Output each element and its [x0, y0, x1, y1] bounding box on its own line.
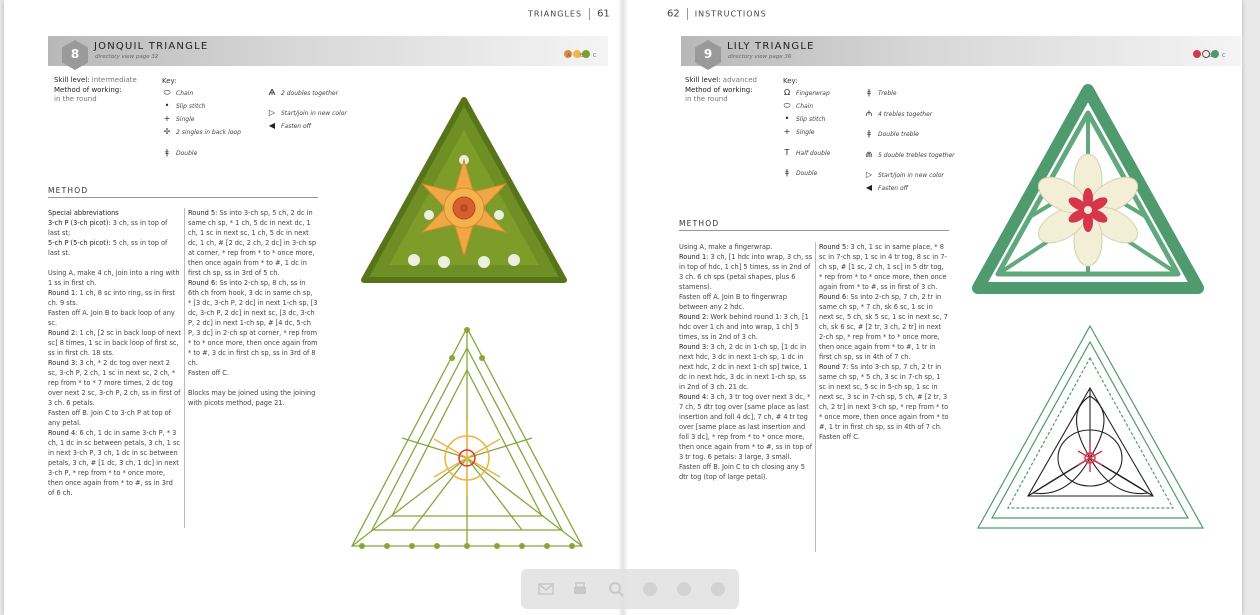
- viewer-toolbar: [521, 569, 739, 609]
- key-item: [863, 170, 944, 179]
- start-join-icon: ▷: [865, 170, 873, 179]
- key-item-label: Fasten off: [281, 123, 312, 130]
- fasten-off-icon: ◀: [865, 183, 873, 192]
- key-item: [781, 148, 830, 157]
- left-running-head: [528, 8, 610, 20]
- instructions-column-2: [188, 208, 318, 408]
- instruction-paragraph: [48, 208, 181, 218]
- key-item: [863, 88, 897, 97]
- instruction-paragraph: [48, 408, 181, 428]
- pattern-title: LILY TRIANGLE: [727, 41, 815, 52]
- instruction-text: Fasten off A. Join B to back loop of any sc.: [48, 309, 175, 327]
- instruction-text: 3 ch, ss in top of last st;: [48, 219, 168, 237]
- key-item-label: 2 singles in back loop: [176, 129, 241, 136]
- right-page: [623, 0, 1242, 615]
- method-label: Method of working:: [54, 86, 122, 94]
- key-item-label: Half double: [796, 150, 831, 157]
- key-item-label: 5 double trebles together: [878, 152, 955, 159]
- instruction-paragraph: [188, 208, 318, 278]
- instruction-paragraph: [679, 312, 813, 342]
- pattern-number-badge: [695, 40, 721, 70]
- slip-stitch-icon: •: [784, 114, 790, 123]
- lily-photo: [968, 78, 1208, 308]
- key-item-label: Chain: [176, 90, 194, 97]
- key-item-label: Single: [796, 129, 815, 136]
- instruction-text: Using A, make a fingerwrap.: [679, 243, 773, 251]
- mail-icon[interactable]: [537, 580, 555, 598]
- key-item: [161, 114, 194, 123]
- instruction-text: 3 ch, * 2 dc tog over next 2 sc, 3-ch P, 2 ch, 1 sc in next sc, 2 ch, * rep from * to * 7 more times, 2 dc tog over next 2 sc, 3-ch P, 2 ch, ss in first of 3 ch. 6 petals.: [48, 359, 181, 407]
- instruction-text: Using A, make 4 ch, join into a ring with 1 ss in first ch.: [48, 269, 180, 287]
- two-singles-back-loop-icon: ✢: [163, 127, 171, 136]
- method-rule: [679, 230, 949, 231]
- instruction-text: Work behind round 1: 3 ch, [1 hdc over 1 ch and into wrap, 1 ch] 5 times, ss in 2nd of 3 ch.: [679, 313, 809, 341]
- instruction-text: 5 ch, ss in top of last st.: [48, 239, 168, 257]
- print-icon[interactable]: [571, 580, 589, 598]
- instructions-column-1: [48, 208, 181, 498]
- instruction-paragraph: [48, 308, 181, 328]
- key-item: [161, 88, 193, 98]
- key-item: [781, 88, 830, 97]
- key-item: [781, 114, 825, 123]
- method-rule: [48, 197, 318, 198]
- pattern-title: JONQUIL TRIANGLE: [94, 41, 209, 52]
- instruction-paragraph: [188, 278, 318, 368]
- zoom-out-icon[interactable]: [675, 580, 693, 598]
- instruction-text: 3 ch, [1 hdc into wrap, 3 ch, ss in top of hdc, 1 ch] 5 times, ss in 2nd of 3 ch. 6 ch sps (petal shapes, plus 6 stamens).: [679, 253, 813, 291]
- instruction-paragraph: [819, 432, 949, 442]
- instruction-paragraph: [819, 292, 949, 362]
- key-label: Key:: [162, 77, 177, 85]
- instruction-text: Ss into 3-ch sp, 5 ch, 2 dc in same ch sp, * 1 ch, 5 dc in next dc, 1 ch, 1 sc in next sc, 1 ch, 5 dc in next dc, 1 ch, # [2 dc, 2 ch, 2 dc] in 3-ch sp at corner, * rep from * to * once more, then once again from * to #, 1 dc in first ch sp, ss in 3rd of 5 ch.: [188, 209, 317, 277]
- instruction-paragraph: [188, 368, 318, 378]
- color-swatch-labels: A B C: [1196, 53, 1230, 59]
- method-value: in the round: [685, 95, 728, 103]
- method-heading: METHOD: [48, 186, 89, 195]
- key-item-label: Start/join in new color: [878, 172, 944, 179]
- key-item-label: Double: [176, 150, 198, 157]
- jonquil-photo: [354, 90, 574, 300]
- instruction-heading: Round 6:: [819, 293, 849, 301]
- double-treble-icon: ǂ: [867, 129, 871, 138]
- column-divider: [184, 208, 185, 528]
- instruction-text: Fasten off C.: [188, 369, 229, 377]
- instruction-text: 1 ch, 8 sc into ring, ss in first ch. 9 sts.: [48, 289, 176, 307]
- jonquil-chart: [342, 318, 592, 558]
- method-value: in the round: [54, 95, 97, 103]
- method-of-working: [685, 86, 753, 104]
- instruction-text: 3 ch, 3 tr tog over next 3 dc, * 7 ch, 5 dtr tog over [same place as last insertion and foll 4 dc], 7 ch, # 4 tr tog over [same place as last insertion and foll 3 dc], * rep from * to * once more, then once again from * to #, ss in top of 3 tr tog. 6 petals: 3 large, 3 small.: [679, 393, 813, 461]
- key-item: [863, 150, 955, 159]
- color-swatch-labels: A B C: [567, 53, 601, 59]
- pattern-number: 8: [70, 47, 80, 61]
- lily-chart: [968, 318, 1213, 540]
- instruction-paragraph: [679, 462, 813, 482]
- fullscreen-icon[interactable]: [709, 580, 727, 598]
- key-item-label: Chain: [796, 103, 814, 110]
- key-item: [863, 108, 932, 119]
- key-item: [863, 129, 919, 138]
- instruction-heading: Round 1:: [679, 253, 709, 261]
- instruction-text: 3 ch, 1 sc in same place, * 8 sc in 7-ch sp, 1 sc in 4 tr tog, 8 sc in 7-ch sp, # [1 sc, 2 ch, 1 sc] in 5 dtr tog, * rep from * to * once more, then once again from * to #, ss in first of 3 ch.: [819, 243, 947, 291]
- instruction-text: 3 ch, 2 dc in 1-ch sp, [1 dc in next hdc, 3 dc in next 1-ch sp, 1 dc in next hdc, 2 dc in next 1-ch sp] twice, 1 dc in next hdc, 3 dc in next 1-ch sp, ss in 2nd of 3 ch. 21 dc.: [679, 343, 808, 391]
- skill-label: Skill level:: [54, 76, 90, 84]
- column-divider: [815, 242, 816, 552]
- pattern-number: 9: [703, 47, 713, 61]
- instruction-paragraph: [679, 392, 813, 462]
- instruction-text: Fasten off A. Join B to fingerwrap between any 2 hdc.: [679, 293, 787, 311]
- key-item-label: Start/join in new color: [281, 110, 347, 117]
- chain-icon: ⬭: [163, 88, 171, 97]
- key-item: [266, 108, 347, 117]
- key-item: [266, 88, 338, 97]
- instruction-paragraph: [48, 238, 181, 258]
- skill-label: Skill level:: [685, 76, 721, 84]
- instruction-paragraph: [48, 428, 181, 498]
- instruction-heading: Special abbreviations: [48, 209, 119, 217]
- page-number: 61: [597, 8, 610, 20]
- skill-level: [54, 76, 137, 85]
- running-head-title: TRIANGLES: [528, 9, 583, 19]
- instruction-text: 6 ch, 1 dc in same 3-ch P, * 3 ch, 1 dc in sc between petals, 3 ch, 1 sc in next 3-ch P, 3 ch, 1 dc in sc between petals, 3 ch, # [1 dc, 3 ch, 1 dc] in next 3-ch P, * rep from * to * once more, then once again from * to #, ss in 3rd of 6 ch.: [48, 429, 181, 497]
- key-item-label: Single: [176, 116, 195, 123]
- key-item: [781, 168, 817, 177]
- page-number: 62: [667, 8, 680, 20]
- method-label: Method of working:: [685, 86, 753, 94]
- instruction-heading: Round 4:: [679, 393, 709, 401]
- instruction-paragraph: [679, 252, 813, 292]
- instruction-heading: Round 3:: [48, 359, 78, 367]
- instruction-paragraph: [48, 288, 181, 308]
- zoom-in-icon[interactable]: [641, 580, 659, 598]
- book-gutter: [618, 0, 628, 615]
- key-item-label: Fingerwrap: [796, 90, 830, 97]
- key-item: [161, 127, 241, 136]
- instruction-paragraph: [48, 358, 181, 408]
- left-page: [4, 0, 623, 615]
- pattern-subtitle: directory view page 36: [728, 54, 792, 60]
- running-head-title: INSTRUCTIONS: [694, 9, 767, 19]
- key-item: [161, 148, 197, 157]
- double-icon: ǂ: [785, 168, 789, 177]
- instruction-paragraph: [48, 268, 181, 288]
- instruction-paragraph: [679, 342, 813, 392]
- skill-value: advanced: [722, 76, 757, 84]
- instruction-heading: Round 2:: [48, 329, 78, 337]
- key-item: [266, 121, 311, 130]
- instruction-text: 1 ch, [2 sc in back loop of next sc] 8 times, 1 sc in back loop of first sc, ss in first ch. 18 sts.: [48, 329, 181, 357]
- half-double-icon: T: [784, 148, 790, 157]
- instruction-text: Fasten off C.: [819, 433, 860, 441]
- method-heading: METHOD: [679, 219, 720, 228]
- key-item-label: Slip stitch: [176, 103, 206, 110]
- right-running-head: [667, 8, 767, 20]
- instruction-text: Fasten off B. Join C to 3-ch P at top of any petal.: [48, 409, 171, 427]
- pattern-number-badge: [62, 40, 88, 70]
- skill-level: [685, 76, 757, 85]
- key-item-label: 2 doubles together: [281, 90, 339, 97]
- instruction-heading: Round 2:: [679, 313, 709, 321]
- chain-icon: ⬭: [783, 101, 791, 110]
- instruction-paragraph: [819, 362, 949, 432]
- instruction-paragraph: [819, 242, 949, 292]
- instructions-column-1: [679, 242, 813, 482]
- instruction-text: Ss into 3-ch sp, 7 ch, 2 tr in same ch sp, * 5 ch, 3 sc in 7-ch sp, 1 sc in next sc, 5 sc in 5-ch sp, 1 sc in next sc, 3 sc in 7-ch sp, 5 ch, # [2 tr, 3 ch, 2 tr] in next 3-ch sp, * rep from * to * once more, then once again from * to #, 1 tr in first ch sp, ss in 4th of 7 ch.: [819, 363, 949, 431]
- instruction-paragraph: [679, 242, 813, 252]
- key-item: [863, 183, 908, 192]
- instruction-text: Fasten off B. Join C to ch closing any 5 dtr tog (top of large petal).: [679, 463, 806, 481]
- instruction-heading: Round 3:: [679, 343, 709, 351]
- single-icon: +: [163, 114, 171, 123]
- instruction-text: Blocks may be joined using the joining with picots method, page 21.: [188, 389, 316, 407]
- five-double-trebles-together-icon: ⋒: [865, 150, 873, 159]
- skill-value: intermediate: [91, 76, 137, 84]
- instruction-heading: Round 4:: [48, 429, 78, 437]
- book-spread: [4, 0, 1242, 615]
- instruction-heading: Round 5:: [188, 209, 218, 217]
- fasten-off-icon: ◀: [268, 121, 276, 130]
- instruction-heading: Round 5:: [819, 243, 849, 251]
- key-item-label: Fasten off: [878, 185, 909, 192]
- treble-icon: ǂ: [867, 88, 871, 97]
- key-item-label: 4 trebles together: [878, 111, 933, 118]
- key-label: Key:: [783, 77, 798, 85]
- pattern-subtitle: directory view page 32: [95, 54, 159, 60]
- key-item-label: Slip stitch: [796, 116, 826, 123]
- start-join-icon: ▷: [268, 108, 276, 117]
- slip-stitch-icon: •: [164, 101, 170, 110]
- instruction-text: Ss into 2-ch sp, 7 ch, 2 tr in same ch sp, * 7 ch, sk 6 sc, 1 sc in next sc, 5 ch, sk 5 sc, 1 sc in next sc, 7 ch, sk 6 sc, # [2 tr, 3 ch, 2 tr] in next 2-ch sp, * rep from * to * once more, then once again from * to #, 1 tr in first ch sp, ss in 4th of 7 ch.: [819, 293, 948, 361]
- instructions-column-2: [819, 242, 949, 442]
- instruction-paragraph: [48, 328, 181, 358]
- instruction-paragraph: [48, 218, 181, 238]
- search-icon[interactable]: [607, 580, 625, 598]
- key-item-label: Double: [796, 170, 818, 177]
- instruction-heading: Round 6:: [188, 279, 218, 287]
- key-item: [781, 101, 813, 111]
- instruction-heading: 3-ch P (3-ch picot):: [48, 219, 111, 227]
- instruction-paragraph: [188, 388, 318, 408]
- key-item: [781, 127, 814, 136]
- fingerwrap-icon: Ω: [783, 88, 791, 97]
- instruction-heading: Round 7:: [819, 363, 849, 371]
- key-item-label: Double treble: [878, 131, 919, 138]
- instruction-heading: 5-ch P (5-ch picot):: [48, 239, 111, 247]
- four-trebles-together-icon: ₼: [865, 109, 873, 118]
- key-item-label: Treble: [878, 90, 897, 97]
- double-icon: ǂ: [165, 148, 169, 157]
- key-item: [161, 101, 205, 110]
- method-of-working: [54, 86, 122, 104]
- instruction-paragraph: [679, 292, 813, 312]
- two-doubles-together-icon: Ѧ: [268, 88, 276, 97]
- instruction-heading: Round 1:: [48, 289, 78, 297]
- instruction-text: Ss into 2-ch sp, 8 ch, ss in 6th ch from hook, 3 dc in same ch sp, * [3 dc, 3-ch P, 2 dc] in next 1-ch sp, [3 dc, 3-ch P, 2 dc] in next sc, [3 dc, 3-ch P, 2 dc] in next 1-ch sp, # [4 dc, 5-ch P, 3 dc] in 2-ch sp at corner, * rep from * to * once more, then once again from * to #, 3 dc in first ch sp, ss in 3rd of 8 ch.: [188, 279, 318, 367]
- single-icon: +: [783, 127, 791, 136]
